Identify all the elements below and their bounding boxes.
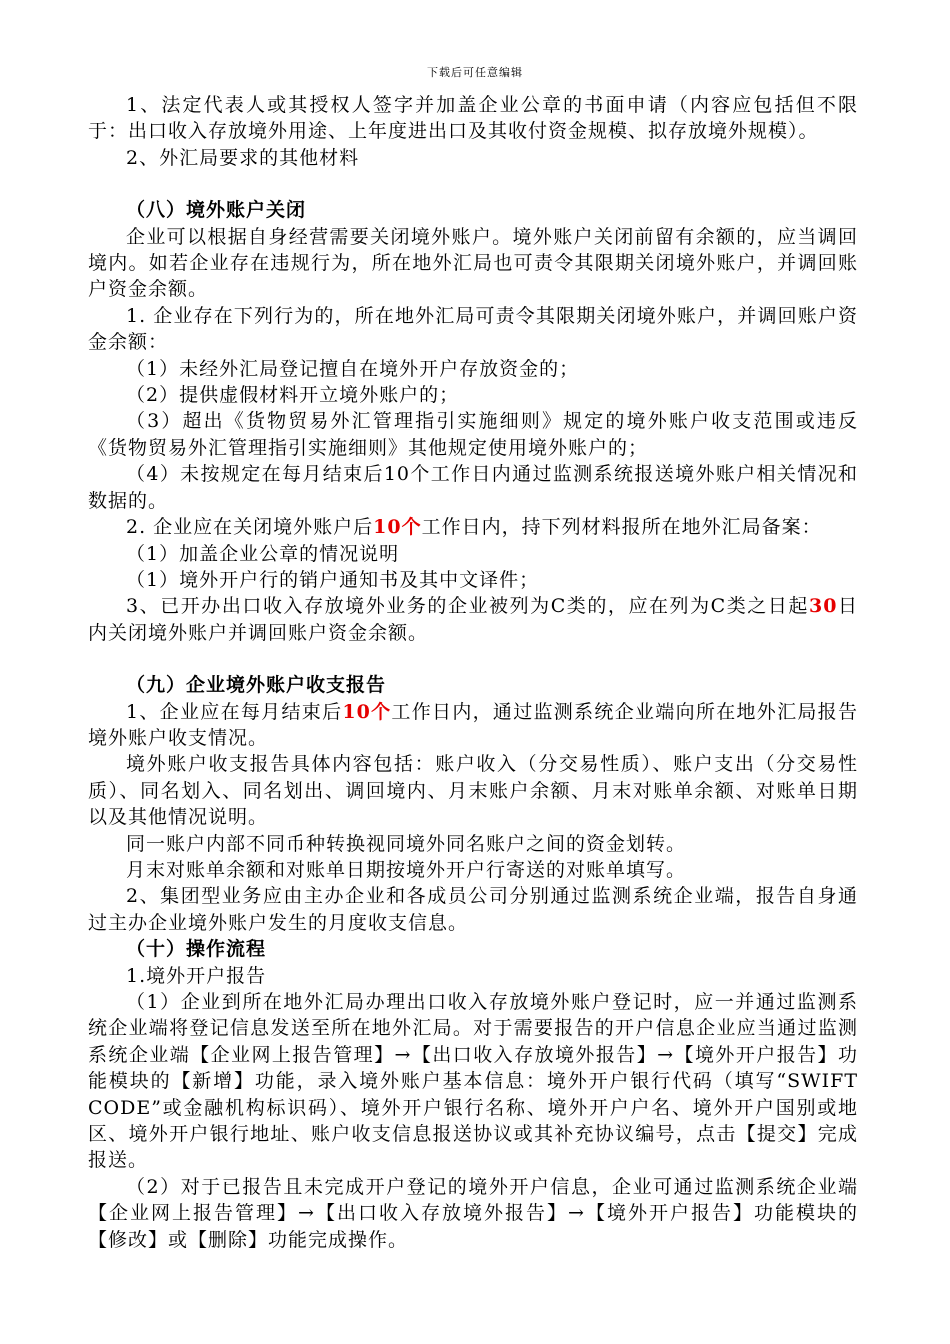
list-item: （2）提供虚假材料开立境外账户的； — [126, 384, 460, 407]
list-item: （1）加盖企业公章的情况说明 — [126, 542, 400, 565]
section-heading-10: （十）操作流程 — [126, 938, 267, 961]
highlight-text: 10个 — [373, 516, 422, 539]
text: 日内关闭境外账户并调回账户资金余额。 — [88, 595, 858, 644]
text: 工作日内，持下列材料报所在地外汇局备案： — [421, 516, 822, 539]
text: 1、企业应在每月结束后 — [126, 700, 343, 723]
paragraph: （2）对于已报告且未完成开户登记的境外开户信息，企业可通过监测系统企业端【企业网上报告管理】→【出口收入存放境外报告】→【境外开户报告】功能模块的【修改】或【删除】功能完成操作。 — [88, 1175, 858, 1251]
section-heading-9: （九）企业境外账户收支报告 — [126, 674, 387, 697]
paragraph: （1）企业到所在地外汇局办理出口收入存放境外账户登记时，应一并通过监测系统企业端将登记信息发送至所在地外汇局。对于需要报告的开户信息企业应当通过监测系统企业端【企业网上报告管理】→【出口收入存放境外报告】→【境外开户报告】功能模块的【新增】功能，录入境外账户基本信息：境外开户银行代码（填写“SWIFT CODE”或金融机构标识码）、境外开户银行名称、境外开户户名、境外开户国别或地区、境外开户银行地址、账户收支信息报送协议或其补充协议编号，点击【提交】完成报送。 — [88, 991, 858, 1172]
highlight-text: 30 — [808, 595, 838, 618]
paragraph: 1. 企业存在下列行为的，所在地外汇局可责令其限期关闭境外账户，并调回账户资金余额： — [88, 304, 858, 354]
paragraph: 2、集团型业务应由主办企业和各成员公司分别通过监测系统企业端，报告自身通过主办企业境外账户发生的月度收支信息。 — [88, 885, 858, 934]
list-item: （1）未经外汇局登记擅自在境外开户存放资金的； — [126, 357, 580, 380]
paragraph — [88, 593, 858, 646]
paragraph — [88, 699, 858, 752]
paragraph: 月末对账单余额和对账单日期按境外开户行寄送的对账单填写。 — [126, 858, 687, 881]
list-item: （3）超出《货物贸易外汇管理指引实施细则》规定的境外账户收支范围或违反《货物贸易外汇管理指引实施细则》其他规定使用境外账户的； — [88, 410, 858, 459]
paragraph: 1.境外开户报告 — [126, 964, 267, 987]
highlight-text: 10个 — [342, 700, 392, 723]
page-header: 下载后可任意编辑 — [427, 66, 523, 79]
text: 工作日内，通过监测系统企业端向所在地外汇局报告境外账户收支情况。 — [88, 700, 858, 749]
paragraph — [88, 514, 858, 540]
list-item: （1）境外开户行的销户通知书及其中文译件； — [126, 568, 540, 591]
list-item: （4）未按规定在每月结束后10个工作日内通过监测系统报送境外账户相关情况和数据的。 — [88, 463, 858, 512]
paragraph: 境外账户收支报告具体内容包括：账户收入（分交易性质）、账户支出（分交易性质）、同名划入、同名划出、调回境内、月末账户余额、月末对账单余额、对账单日期以及其他情况说明。 — [88, 753, 858, 829]
document-body — [88, 92, 858, 1253]
paragraph: 1、法定代表人或其授权人签字并加盖企业公章的书面申请（内容应包括但不限于：出口收入存放境外用途、上年度进出口及其收付资金规模、拟存放境外规模）。 — [88, 94, 858, 143]
paragraph: 同一账户内部不同币种转换视同境外同名账户之间的资金划转。 — [126, 832, 687, 855]
text: 2. 企业应在关闭境外账户后 — [126, 516, 374, 539]
paragraph: 2、外汇局要求的其他材料 — [126, 146, 360, 169]
section-heading-8: （八）境外账户关闭 — [126, 199, 307, 222]
text: 3、已开办出口收入存放境外业务的企业被列为C类的，应在列为C类之日起 — [126, 595, 809, 618]
paragraph: 企业可以根据自身经营需要关闭境外账户。境外账户关闭前留有余额的，应当调回境内。如若企业存在违规行为，所在地外汇局也可责令其限期关闭境外账户，并调回账户资金余额。 — [88, 225, 858, 301]
